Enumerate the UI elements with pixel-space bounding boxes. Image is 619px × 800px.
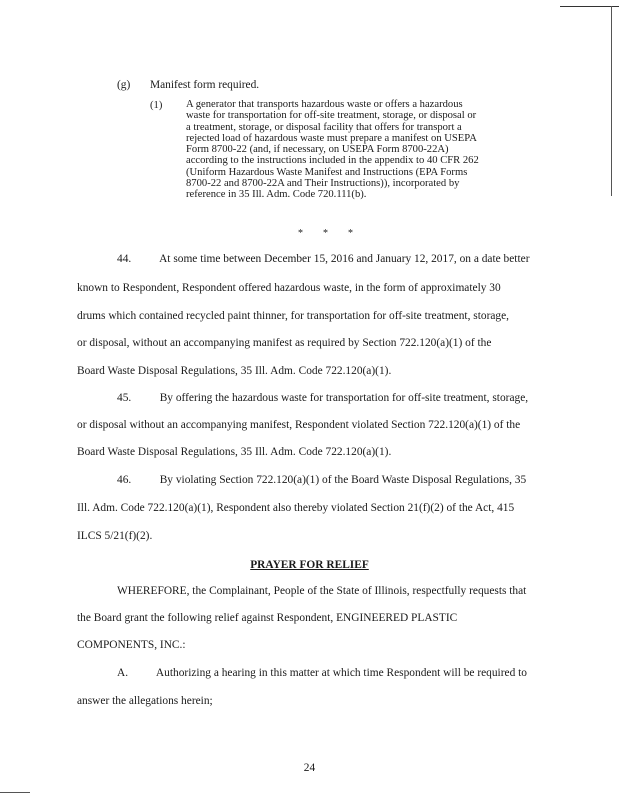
paragraph-46-line: ILCS 5/21(f)(2). xyxy=(77,530,153,542)
quote-line: reference in 35 Ill. Adm. Code 720.111(b). xyxy=(186,189,367,201)
paragraph-44-line: Board Waste Disposal Regulations, 35 Ill. Adm. Code 722.120(a)(1). xyxy=(77,365,392,377)
paragraph-44-line: or disposal, without an accompanying manifest as required by Section 722.120(a)(1) of the xyxy=(77,337,492,349)
quote-line: A generator that transports hazardous waste or offers a hazardous xyxy=(186,99,463,110)
quote-line: 8700-22 and 8700-22A and Their Instructions)), incorporated by xyxy=(186,178,460,190)
page-number: 24 xyxy=(303,762,316,774)
quote-line: (Uniform Hazardous Waste Manifest and Instructions (EPA Forms xyxy=(186,166,468,178)
regulation-sub-label: (1) xyxy=(150,100,163,111)
scan-edge-line xyxy=(611,6,612,196)
section-heading: PRAYER FOR RELIEF xyxy=(250,559,369,571)
paragraph-44-line: drums which contained recycled paint thinner, for transportation for off-site treatment, storage, xyxy=(77,310,510,322)
paragraph-45-line: Board Waste Disposal Regulations, 35 Ill. Adm. Code 722.120(a)(1). xyxy=(77,446,392,458)
regulation-title: Manifest form required. xyxy=(150,79,260,91)
quote-line: Form 8700-22 (and, if necessary, on USEPA Form 8700-22A) xyxy=(186,144,449,156)
scan-edge-line xyxy=(0,792,30,793)
regulation-label-g: (g) xyxy=(117,79,131,91)
paragraph-44-line: 44. At some time between December 15, 2016 and January 12, 2017, on a date better xyxy=(117,253,530,265)
prayer-intro-line: WHEREFORE, the Complainant, People of the State of Illinois, respectfully requests that xyxy=(117,585,527,597)
paragraph-45-line: or disposal without an accompanying manifest, Respondent violated Section 722.120(a)(1) of the xyxy=(77,419,521,431)
prayer-intro-line: COMPONENTS, INC.: xyxy=(77,639,186,651)
relief-item-a-line: answer the allegations herein; xyxy=(77,695,213,707)
paragraph-46-line: Ill. Adm. Code 722.120(a)(1), Respondent also thereby violated Section 21(f)(2) of the Act, 415 xyxy=(77,502,515,514)
prayer-intro-line: the Board grant the following relief against Respondent, ENGINEERED PLASTIC xyxy=(77,612,458,624)
quote-line: waste for transportation for off-site treatment, storage, or disposal or xyxy=(186,110,477,122)
quote-line: according to the instructions included in the appendix to 40 CFR 262 xyxy=(186,155,479,167)
quote-line: a treatment, storage, or disposal facility that offers for transport a xyxy=(186,121,462,133)
relief-item-a-line: A. Authorizing a hearing in this matter at which time Respondent will be required to xyxy=(117,667,527,679)
paragraph-46-line: 46. By violating Section 722.120(a)(1) of the Board Waste Disposal Regulations, 35 xyxy=(117,474,527,486)
paragraph-45-line: 45. By offering the hazardous waste for transportation for off-site treatment, storage, xyxy=(117,392,529,404)
regulation-quote xyxy=(186,99,526,201)
quote-line: rejected load of hazardous waste must prepare a manifest on USEPA xyxy=(186,132,477,144)
paragraph-44-line: known to Respondent, Respondent offered hazardous waste, in the form of approximately 30 xyxy=(77,282,501,294)
ellipsis-stars: * * * xyxy=(298,228,353,239)
